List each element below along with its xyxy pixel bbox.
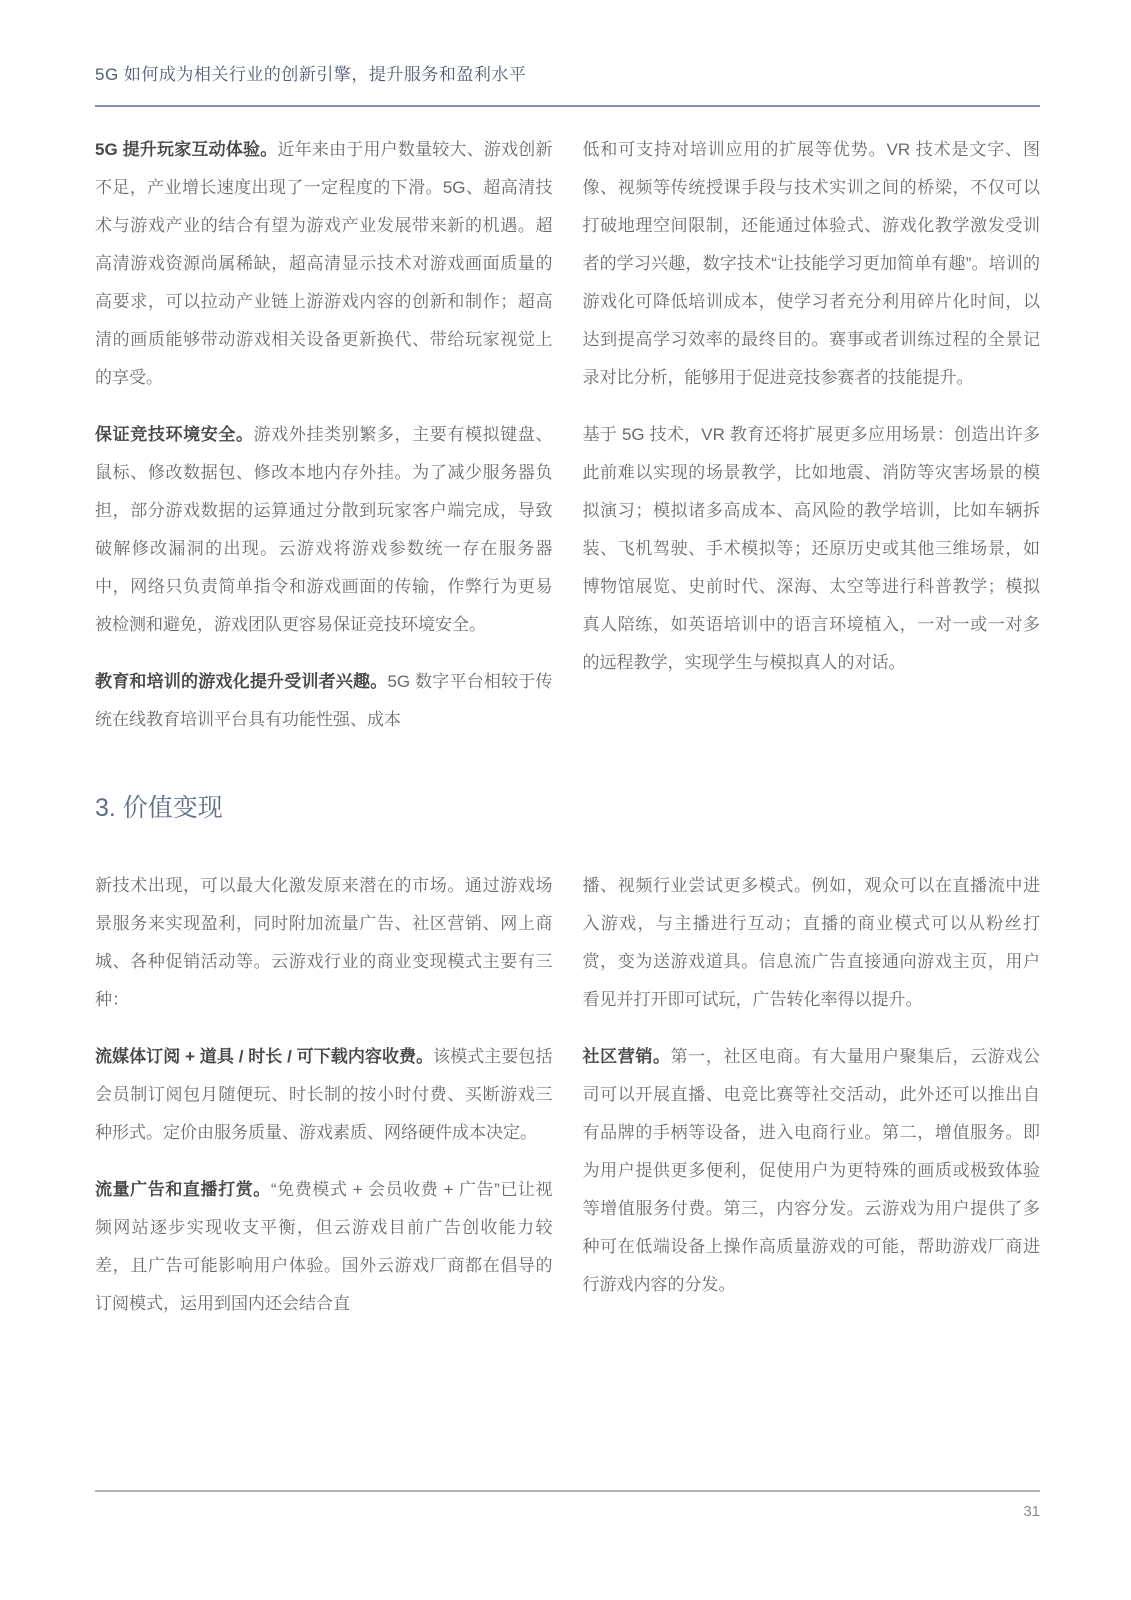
paragraph — [583, 131, 1041, 397]
paragraph-lead: 保证竞技环境安全。 — [95, 425, 254, 444]
paragraph-text: 游戏外挂类别繁多，主要有模拟键盘、鼠标、修改数据包、修改本地内存外挂。为了减少服务器负担，部分游戏数据的运算通过分散到玩家客户端完成，导致破解修改漏洞的出现。云游戏将游戏参数统一存在服务器中，网络只负责简单指令和游戏画面的传输，作弊行为更易被检测和避免，游戏团队更容易保证竞技环境安全。 — [95, 425, 553, 634]
right-column — [583, 131, 1041, 739]
paragraph-lead: 社区营销。 — [582, 1047, 671, 1066]
paragraph — [95, 1038, 553, 1152]
paragraph-lead: 5G 提升玩家互动体验。 — [95, 140, 278, 159]
paragraph-text: 播、视频行业尝试更多模式。例如，观众可以在直播流中进入游戏，与主播进行互动；直播的商业模式可以从粉丝打赏，变为送游戏道具。信息流广告直接通向游戏主页，用户看见并打开即可试玩，广告转化率得以提升。 — [582, 876, 1040, 1009]
paragraph-text: 低和可支持对培训应用的扩展等优势。VR 技术是文字、图像、视频等传统授课手段与技术实训之间的桥梁，不仅可以打破地理空间限制，还能通过体验式、游戏化教学激发受训者的学习兴趣，数字技术“让技能学习更加简单有趣”。培训的游戏化可降低培训成本，使学习者充分利用碎片化时间，以达到提高学习效率的最终目的。赛事或者训练过程的全景记录对比分析，能够用于促进竞技参赛者的技能提升。 — [582, 140, 1040, 387]
page-footer — [95, 1490, 1040, 1520]
paragraph-lead: 流量广告和直播打赏。 — [95, 1180, 271, 1199]
section-heading-value-monetization: 3. 价值变现 — [95, 794, 223, 822]
paragraph — [95, 131, 553, 397]
paragraph-text: “免费模式 + 会员收费 + 广告”已让视频网站逐步实现收支平衡，但云游戏目前广告创收能力较差，且广告可能影响用户体验。国外云游戏厂商都在倡导的订阅模式，运用到国内还会结合直 — [95, 1180, 553, 1313]
paragraph-text: 近年来由于用户数量较大、游戏创新不足，产业增长速度出现了一定程度的下滑。5G、超高清技术与游戏产业的结合有望为游戏产业发展带来新的机遇。超高清游戏资源尚属稀缺，超高清显示技术对游戏画面质量的高要求，可以拉动产业链上游游戏内容的创新和制作；超高清的画质能够带动游戏相关设备更新换代、带给玩家视觉上的享受。 — [95, 140, 553, 387]
paragraph-text: 第一，社区电商。有大量用户聚集后，云游戏公司可以开展直播、电竞比赛等社交活动，此外还可以推出自有品牌的手柄等设备，进入电商行业。第二，增值服务。即为用户提供更多便利，促使用户为更特殊的画质或极致体验等增值服务付费。第三，内容分发。云游戏为用户提供了多种可在低端设备上操作高质量游戏的可能，帮助游戏厂商进行游戏内容的分发。 — [582, 1047, 1041, 1294]
paragraph-text: 5G 数字平台相较于传统在线教育培训平台具有功能性强、成本 — [95, 672, 553, 729]
paragraph-text: 该模式主要包括会员制订阅包月随便玩、时长制的按小时付费、买断游戏三种形式。定价由服务质量、游戏素质、网络硬件成本决定。 — [95, 1047, 553, 1142]
left-column — [95, 131, 553, 739]
paragraph-text: 基于 5G 技术，VR 教育还将扩展更多应用场景：创造出许多此前难以实现的场景教学，比如地震、消防等灾害场景的模拟演习；模拟诸多高成本、高风险的教学培训，比如车辆拆装、飞机驾驶、手术模拟等；还原历史或其他三维场景，如博物馆展览、史前时代、深海、太空等进行科普教学；模拟真人陪练，如英语培训中的语言环境植入，一对一或一对多的远程教学，实现学生与模拟真人的对话。 — [582, 425, 1040, 672]
paragraph-lead: 流媒体订阅 + 道具 / 时长 / 可下载内容收费。 — [95, 1047, 434, 1066]
page-number: 31 — [1023, 1503, 1040, 1520]
right-column — [583, 867, 1041, 1323]
left-column — [95, 867, 553, 1323]
page-header-title: 5G 如何成为相关行业的创新引擎，提升服务和盈利水平 — [95, 65, 527, 84]
paragraph — [583, 1038, 1041, 1304]
paragraph — [95, 867, 553, 1019]
paragraph-lead: 教育和培训的游戏化提升受训者兴趣。 — [95, 672, 388, 691]
paragraph — [583, 416, 1041, 682]
paragraph — [95, 416, 553, 644]
header-divider — [95, 105, 1040, 107]
paragraph — [95, 663, 553, 739]
paragraph — [95, 1171, 553, 1323]
paragraph — [583, 867, 1041, 1019]
section-top — [95, 131, 1040, 739]
section-value-monetization — [95, 867, 1040, 1323]
paragraph-text: 新技术出现，可以最大化激发原来潜在的市场。通过游戏场景服务来实现盈利，同时附加流量广告、社区营销、网上商城、各种促销活动等。云游戏行业的商业变现模式主要有三种： — [95, 876, 553, 1009]
